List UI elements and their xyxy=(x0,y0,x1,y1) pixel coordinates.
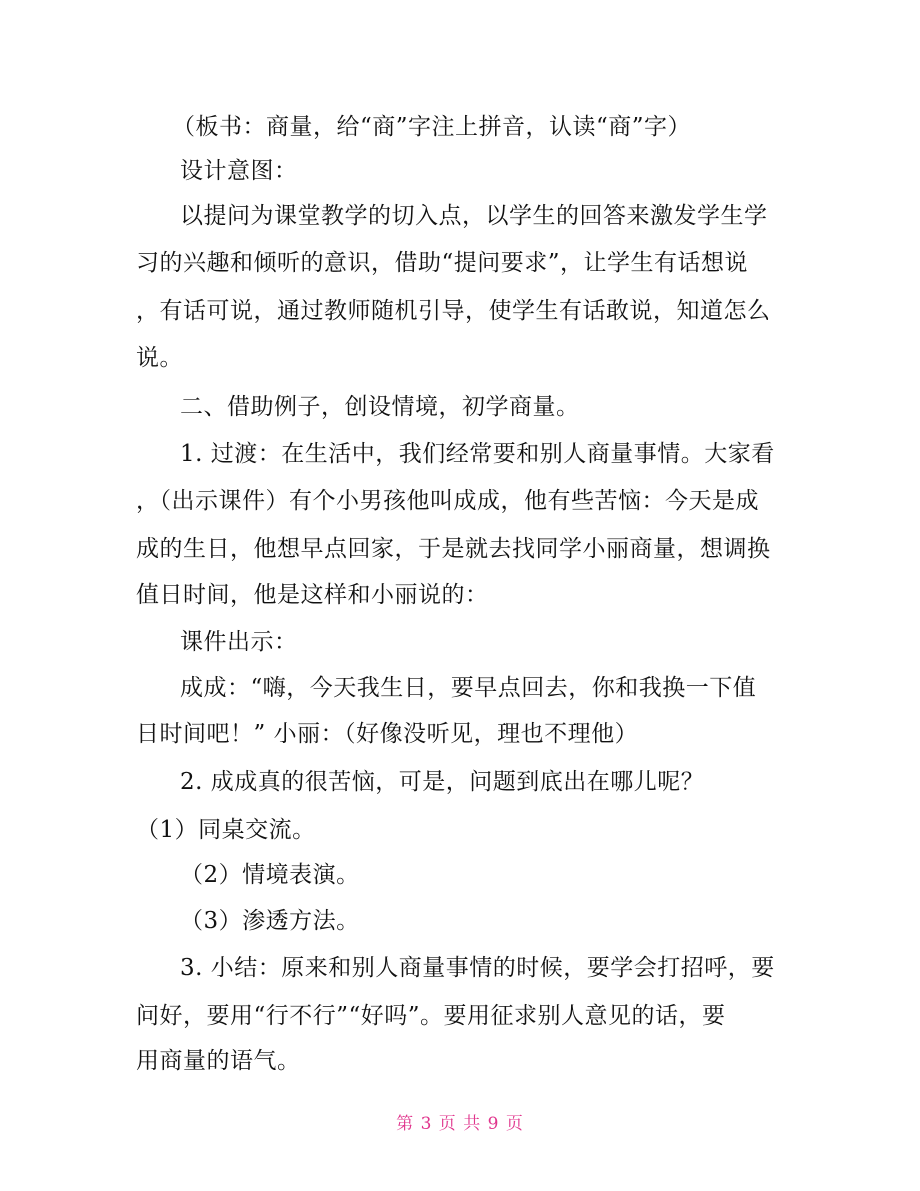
text-line: 成成：“嗨，今天我生日，要早点回去，你和我换一下值 xyxy=(180,675,757,701)
text-line: 3. 小结：原来和别人商量事情的时候，要学会打招呼，要 xyxy=(180,955,775,981)
text-line: 日时间吧！” 小丽：（好像没听见，理也不理他） xyxy=(136,721,639,747)
text-line: 说。 xyxy=(136,345,183,371)
text-line: ，（出示课件）有个小男孩他叫成成，他有些苦恼：今天是成 xyxy=(136,488,759,514)
list-item: （2）情境表演。 xyxy=(180,862,360,888)
text-line: 1. 过渡：在生活中，我们经常要和别人商量事情。大家看 xyxy=(180,441,775,467)
text-line: 课件出示： xyxy=(180,629,298,655)
text-line: 习的兴趣和倾听的意识，借助“提问要求”，让学生有话想说 xyxy=(136,250,749,276)
text-line: 问好，要用“行不行”“好吗”。要用征求别人意见的话，要 xyxy=(136,1003,726,1029)
page-indicator: 第 3 页 共 9 页 xyxy=(396,1114,524,1134)
text-line: 用商量的语气。 xyxy=(136,1048,301,1074)
text-line: 值日时间，他是这样和小丽说的： xyxy=(136,582,489,608)
text-line: ，有话可说，通过教师随机引导，使学生有话敢说，知道怎么 xyxy=(136,298,771,324)
text-line: 2. 成成真的很苦恼，可是，问题到底出在哪儿呢？ xyxy=(180,769,705,795)
text-line: （板书：商量，给“商”字注上拼音，认读“商”字） xyxy=(172,114,692,140)
list-item: （3）渗透方法。 xyxy=(180,908,360,934)
list-item: （1）同桌交流。 xyxy=(136,817,316,843)
text-line: 设计意图： xyxy=(180,158,298,184)
section-heading: 二、借助例子，创设情境，初学商量。 xyxy=(180,394,580,420)
text-line: 成的生日，他想早点回家，于是就去找同学小丽商量，想调换 xyxy=(136,536,771,562)
text-line: 以提问为课堂教学的切入点，以学生的回答来激发学生学 xyxy=(180,203,768,229)
